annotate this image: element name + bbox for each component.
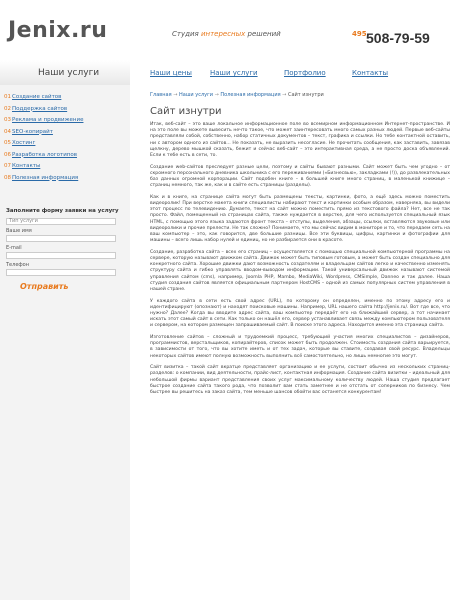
paragraph: Изготовление сайтов – сложный и трудоемкий процесс, требующий участия многих специалистов – дизайнеров, программистов, верстальщиков, копирайтеров, список может быть продолжен. Стоимость создания сайта варьируется, в зависимости от того, что вы хотите иметь и от тех задач, которые вы ставите, создавая свой ресурс. Владельцы некоторых сайтов имеют полную возможность выполнить всё самостоятельно, но лишь немногие это могут. (150, 335, 450, 359)
item-number: 04 (4, 128, 11, 135)
sidebar-item-label: Разработка логотипов (12, 151, 77, 158)
nav-prices[interactable]: Наши цены (150, 69, 192, 77)
breadcrumb-services[interactable]: Наши услуги (179, 92, 213, 98)
name-label: Ваше имя (6, 228, 32, 234)
slogan (172, 30, 281, 38)
paragraph: Итак, веб-сайт – это ваше локальное информационное поле во всемирном информационном Интернет-пространстве. И на это поле вы можете вывесить нечто такое, что может заинтересовать много самых разных людей. Первые веб-сайты представляли собой, собственно, набор статичных документов – текст, графика и ссылки. Но тебе контактной оставить, ни с автором одного из сайтов... Не показать, не выразить несогласие. Не прочитать сообщения, как заставить, завязав щелкну, дерево мышкой сказать, бежит и сейчас веб-сайт – это интерактивная среда, а не просто доска объявлений. Если к тебе есть в сети, то. (150, 122, 450, 159)
paragraph: Сайт визитка – такой сайт вкратце представляет организацию и ее услуги, состоит обычно из нескольких страниц-разделов: о компании, вид деятельности, прайс-лист, контактная информация. Создание сайта визитки – идеальный для небольшой фирмы вариант представления своих услуг максимальному количеству людей. Наша студия предлагает быстрое создание сайта такого рода, что позволит вам стать заметнее и не отстать от соперников по бизнесу. Чем быстрее вы решитесь на заказ сайта, тем меньше шансов обойти вас останется конкурентам! (150, 365, 450, 396)
site-logo[interactable]: Jenix.ru (8, 18, 108, 43)
paragraph: У каждого сайта в сети есть свой адрес (URL), по которому он определен, именно по этому адресу его и идентифицируют (опознают) и находят поисковые машины. Например, URL нашего сайта http://jenix.ru/. Вот где все, что нужно? Далее? Когда вы вводите адрес сайта, ваш компьютер передаёт его на ближайший сервер, а тот начинает искать этот самый сайт в сети. Как только он нашёл его, сервер устанавливает связь между компьютером пользователя и сервером, на котором размещен запрашиваемый сайт. В поиске этого адреса. Находится именно эта страница сайта. (150, 298, 450, 329)
breadcrumb-separator: → (214, 92, 219, 98)
sidebar-item-label: Хостинг (12, 140, 36, 146)
item-number: 02 (4, 105, 11, 112)
sidebar-item-support[interactable] (0, 104, 130, 116)
breadcrumb (150, 92, 450, 98)
sidebar-header (0, 60, 130, 85)
breadcrumb-separator: → (173, 92, 178, 98)
phone-field[interactable] (6, 269, 116, 276)
item-number: 06 (4, 151, 11, 158)
sidebar-menu (0, 92, 130, 184)
slogan-suffix: решений (247, 30, 281, 38)
item-number: 01 (4, 94, 11, 100)
sidebar-item-seo[interactable] (0, 127, 130, 139)
sidebar (0, 60, 130, 600)
slogan-prefix: Студия (172, 30, 199, 38)
email-field[interactable] (6, 252, 116, 259)
name-field[interactable] (6, 235, 116, 242)
breadcrumb-info[interactable]: Полезная информация (220, 92, 281, 98)
sidebar-item-create[interactable] (0, 92, 130, 104)
sidebar-item-label: Контакты (12, 163, 41, 169)
nav-services[interactable]: Наши услуги (210, 69, 258, 77)
phone-label: Телефон (6, 262, 30, 268)
phone-code: 495 (352, 30, 367, 38)
sidebar-title: Наши услуги (38, 68, 100, 78)
item-number: 05 (4, 140, 11, 146)
paragraph: Создание web-сайтов преследует разные цели, поэтому и сайты бывают разными. Сайт может быть чем угодно – от скромного персонального дневника школьника с его переживаниями («Бизнесвью», закладками (!)), до развлекательных баз данных огромной корпорации. Сайт подобен книге – в большей книге много страниц, в маленькой книжице – страниц немного, так же, как и в сайте есть страницы (разделы). (150, 164, 450, 189)
sidebar-item-label: SEO-копирайт (12, 128, 53, 135)
sidebar-item-ads[interactable] (0, 115, 130, 127)
service-select[interactable]: Тип услуги (6, 218, 116, 225)
form-title: Заполните форму заявки на услугу (6, 208, 119, 214)
page-title: Сайт изнутри (150, 106, 222, 117)
item-number: 07 (4, 163, 11, 169)
item-number: 08 (4, 174, 11, 181)
email-label: E-mail (6, 245, 22, 251)
nav-portfolio[interactable]: Портфолио (284, 69, 326, 77)
sidebar-item-logos[interactable] (0, 150, 130, 162)
main-content (150, 92, 450, 402)
nav-contacts[interactable]: Контакты (352, 69, 389, 77)
submit-button[interactable]: Отправить (20, 282, 69, 291)
sidebar-item-hosting[interactable] (0, 138, 130, 150)
sidebar-item-info[interactable] (0, 173, 130, 185)
request-form (6, 208, 126, 291)
sidebar-item-label: Поддержка сайтов (12, 105, 68, 112)
sidebar-item-contacts[interactable] (0, 161, 130, 173)
phone-number: 508-79-59 (366, 30, 430, 46)
sidebar-item-label: Создание сайтов (12, 94, 62, 100)
sidebar-item-label: Полезная информация (12, 174, 79, 181)
sidebar-item-label: Реклама и продвижение (12, 117, 84, 123)
slogan-accent: интересных (200, 30, 246, 38)
top-navigation (130, 60, 458, 85)
item-number: 03 (4, 117, 11, 123)
breadcrumb-separator: → (282, 92, 287, 98)
breadcrumb-current: Сайт изнутри (287, 92, 324, 98)
paragraph: Создание, разработка сайта – всех его страниц – осуществляется с помощью специальной компьютерной программы на сервере, которую называют движком сайта. Движок может быть типовым готовым, а может быть создан специально для конкретного сайта. Хорошие движки дают возможность создателям и владельцам сайтов легко и качественно изменять структуру сайта и гибко управлять вводом-выводом информации. Такой универсальный движок называют системой управления сайтом (cms), например, Joomla PHP, Mambo, MediaWiki, Wordpress, CMSimple, Danneo и так далее. Наша студия создания сайтов является официальным партнером HostCMS – одной из самых популярных систем управления в нашей стране. (150, 249, 450, 293)
breadcrumb-home[interactable]: Главная (150, 92, 172, 98)
paragraph: Как и в книге, на странице сайта могут быть размещены тексты, картинки, фото, а ещё здесь можно поместить видеоролик! При верстке макета книги специалисты набирают текст и картинки особым образом, наверняка, вы видели этот процесс по телевидению. Думаете, текст на сайт можно поместить прямо из текстового файла? Нет, все не так просто. Файл, помещенный на страницах сайта, также нуждается в верстке, для чего используется специальный язык HTML, с помощью этого языка задаются фронт текста – отступы, выделения, абзацы, ссылки, вставляются звуковые или видеоролики и прочие прелести. Не так сложно? Понимаете, что мы сейчас видим в мониторе и то, что передаем сеть на ваш компьютер – это, как говорится, две большие разницы. Все эти буквицы, цифры, картинки и фотографии для машины – всего лишь набор нулей и единиц, но не разбирается они в красоте. (150, 194, 450, 244)
header (0, 0, 458, 60)
